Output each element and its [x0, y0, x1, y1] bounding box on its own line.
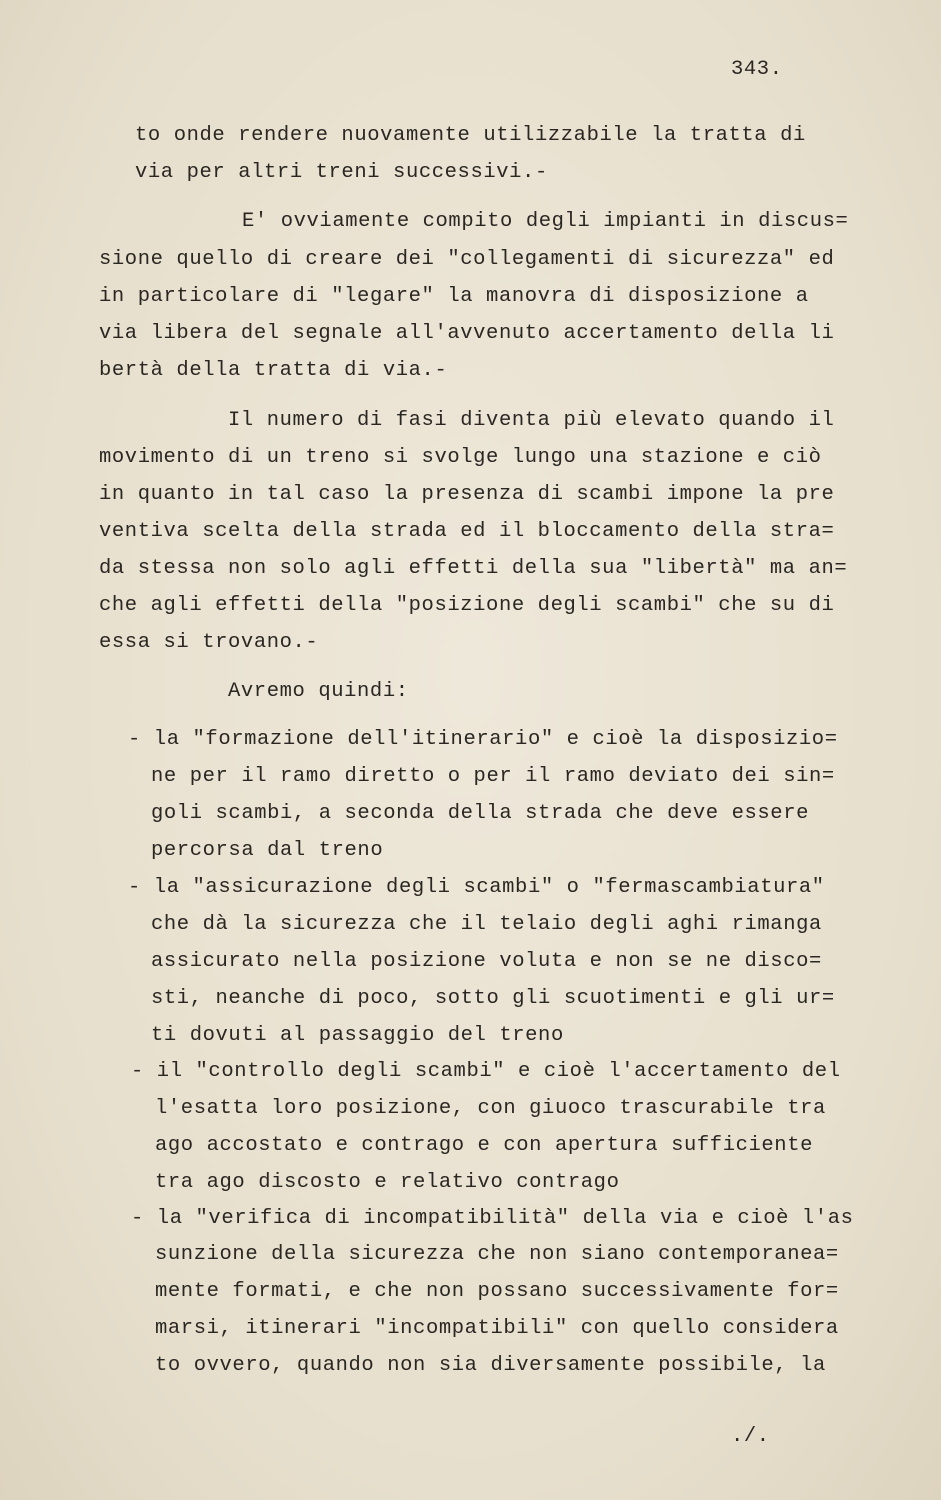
list-item-line: - la "assicurazione degli scambi" o "fermascambiatura": [128, 876, 825, 899]
continuation-mark: ./.: [731, 1425, 770, 1448]
text-line: essa si trovano.-: [99, 631, 319, 654]
list-item-line: - il "controllo degli scambi" e cioè l'accertamento del: [131, 1060, 841, 1083]
page-number: 343.: [731, 58, 783, 81]
text-line: in particolare di "legare" la manovra di disposizione a: [99, 285, 809, 308]
text-line: E' ovviamente compito degli impianti in discus=: [242, 210, 849, 233]
list-item-line: percorsa dal treno: [151, 839, 384, 862]
text-line: Avremo quindi:: [228, 680, 409, 703]
list-item-line: ne per il ramo diretto o per il ramo deviato dei sin=: [151, 765, 835, 788]
list-item-line: che dà la sicurezza che il telaio degli aghi rimanga: [151, 913, 822, 936]
list-item-line: l'esatta loro posizione, con giuoco trascurabile tra: [155, 1097, 826, 1120]
list-item-line: - la "formazione dell'itinerario" e cioè la disposizio=: [128, 728, 838, 751]
text-line: via per altri treni successivi.-: [135, 161, 548, 184]
list-item-line: mente formati, e che non possano successivamente for=: [155, 1280, 839, 1303]
text-line: bertà della tratta di via.-: [99, 359, 448, 382]
list-item-line: sunzione della sicurezza che non siano contemporanea=: [155, 1243, 839, 1266]
list-item-line: goli scambi, a seconda della strada che deve essere: [151, 802, 810, 825]
list-item-line: sti, neanche di poco, sotto gli scuotimenti e gli ur=: [151, 987, 835, 1010]
list-item-line: ago accostato e contrago e con apertura sufficiente: [155, 1134, 814, 1157]
text-line: Il numero di fasi diventa più elevato quando il: [228, 409, 835, 432]
text-line: da stessa non solo agli effetti della sua "libertà" ma an=: [99, 557, 848, 580]
list-item-line: ti dovuti al passaggio del treno: [151, 1024, 564, 1047]
list-item-line: tra ago discosto e relativo contrago: [155, 1171, 620, 1194]
list-item-line: assicurato nella posizione voluta e non se ne disco=: [151, 950, 822, 973]
text-line: ventiva scelta della strada ed il bloccamento della stra=: [99, 520, 835, 543]
text-line: via libera del segnale all'avvenuto accertamento della li: [99, 322, 835, 345]
list-item-line: - la "verifica di incompatibilità" della via e cioè l'as: [131, 1207, 854, 1230]
list-item-line: to ovvero, quando non sia diversamente possibile, la: [155, 1354, 826, 1377]
text-line: movimento di un treno si svolge lungo una stazione e ciò: [99, 446, 822, 469]
list-item-line: marsi, itinerari "incompatibili" con quello considera: [155, 1317, 839, 1340]
text-line: in quanto in tal caso la presenza di scambi impone la pre: [99, 483, 835, 506]
text-line: che agli effetti della "posizione degli scambi" che su di: [99, 594, 835, 617]
text-line: to onde rendere nuovamente utilizzabile la tratta di: [135, 124, 806, 147]
text-line: sione quello di creare dei "collegamenti di sicurezza" ed: [99, 248, 835, 271]
